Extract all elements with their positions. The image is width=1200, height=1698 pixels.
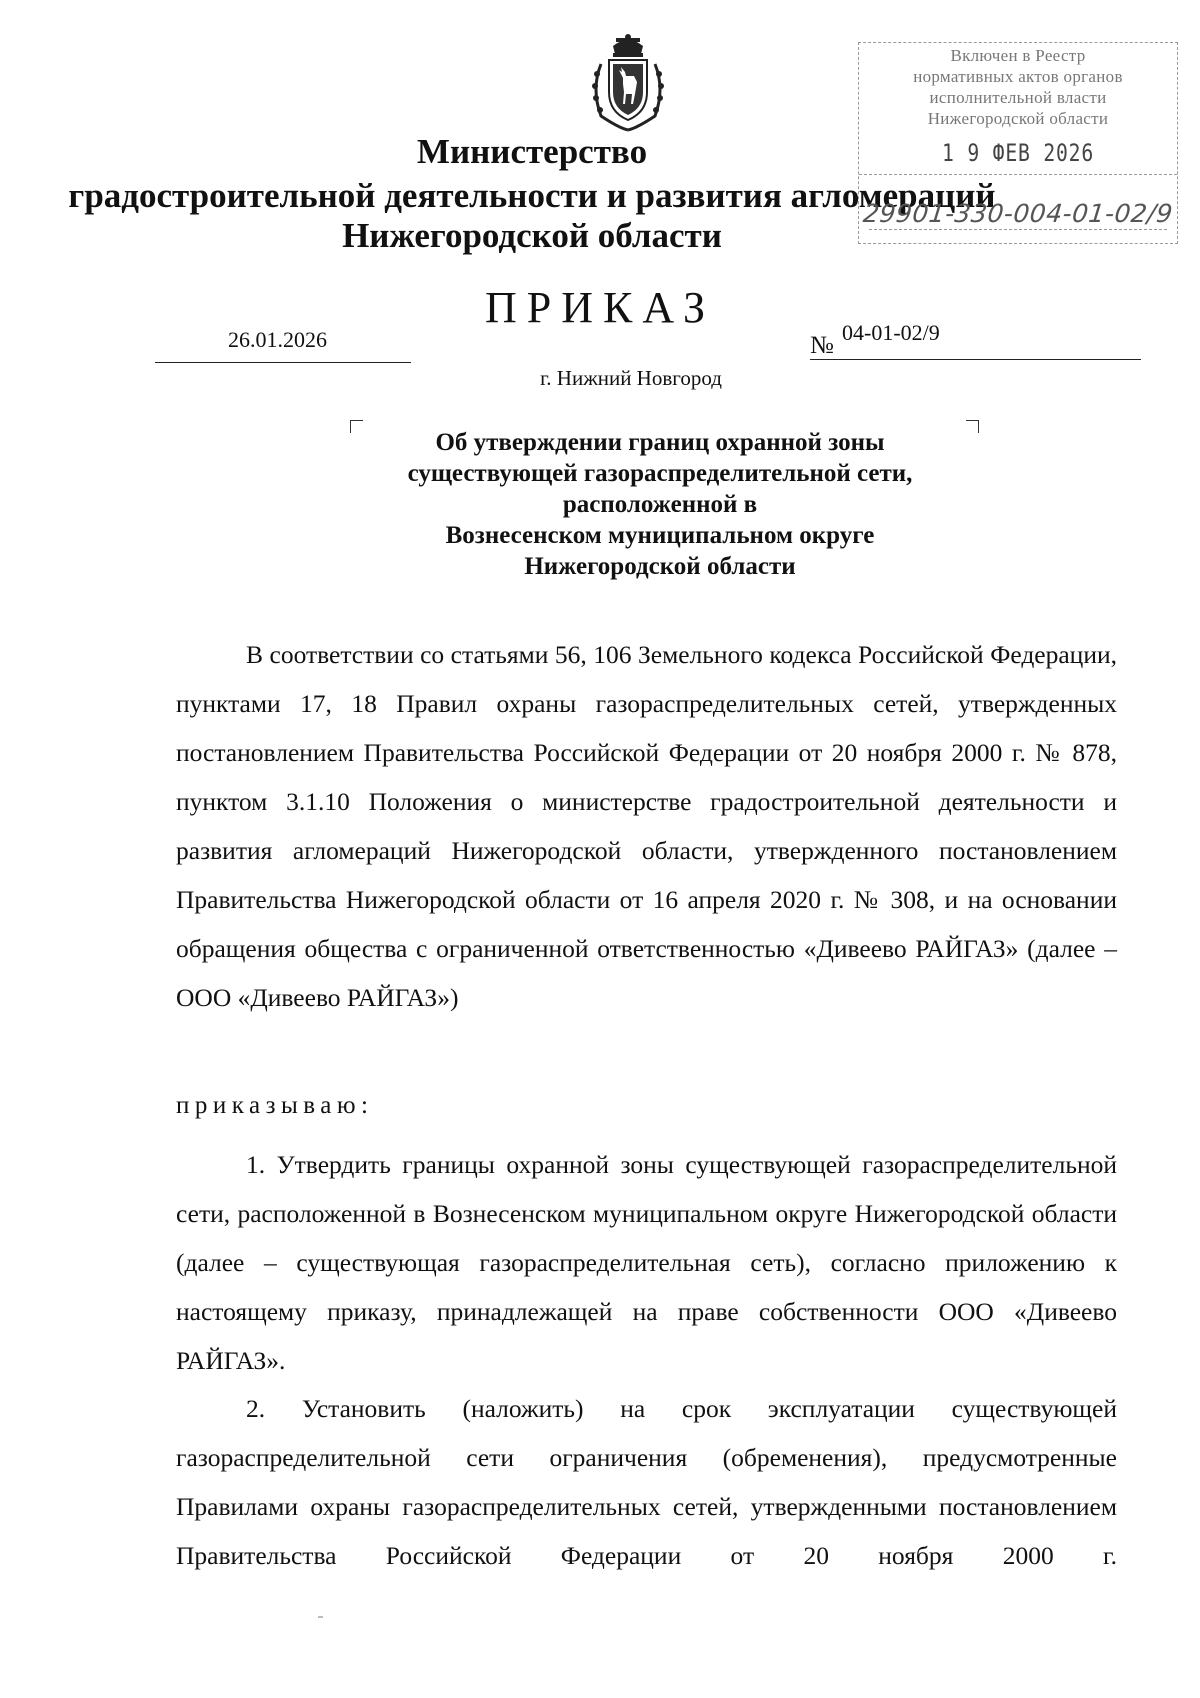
stamp-line-1: Включен в Реестр bbox=[950, 46, 1086, 65]
stamp-date: 1 9 ФЕВ 2026 bbox=[941, 139, 1095, 167]
coat-of-arms-icon bbox=[579, 34, 677, 132]
order-item-2: 2. Установить (наложить) на срок эксплуатации существующей газораспределительной сети ограничения (обременения), предусмотренные Правилами охраны газораспределительных сетей, утвержденными постановлением Правительства Российской Федерации от 20 ноября 2000 г. bbox=[176, 1394, 1117, 1570]
preamble-paragraph: В соответствии со статьями 56, 106 Земельного кодекса Российской Федерации, пунктами 17, 18 Правил охраны газораспределительных сетей, утвержденных постановлением Правительства Российской Федерации от 20 ноября 2000 г. № 878, пунктом 3.1.10 Положения о министерстве градостроительной деятельности и развития агломераций Нижегородской области, утвержденного постановлением Правительства Нижегородской области от 16 апреля 2020 г. № 308, и на основании обращения общества с ограниченной ответственностью «Дивеево РАЙГАЗ» (далее – ООО «Дивеево РАЙГАЗ») bbox=[176, 640, 1117, 1012]
subject-line-3: расположенной в bbox=[562, 491, 758, 518]
orders-word: приказываю: bbox=[176, 1092, 374, 1119]
subject-line-5: Нижегородской области bbox=[524, 553, 796, 580]
ministry-title-line-3: Нижегородской области bbox=[342, 216, 722, 255]
registry-stamp bbox=[858, 42, 1178, 244]
subject-line-4: Вознесенском муниципальном округе bbox=[445, 522, 875, 549]
order-number: 04-01-02/9 bbox=[842, 320, 940, 345]
order-city: г. Нижний Новгород bbox=[540, 366, 722, 390]
order-title: ПРИКАЗ bbox=[484, 283, 716, 332]
subject-line-2: существующей газораспределительной сети, bbox=[407, 460, 913, 487]
stamp-line-3: исполнительной власти bbox=[929, 88, 1107, 107]
subject-line-1: Об утверждении границ охранной зоны bbox=[435, 429, 885, 456]
order-subject bbox=[0, 427, 1200, 582]
ministry-title-line-1: Министерство bbox=[416, 132, 648, 171]
stamp-line-4: Нижегородской области bbox=[927, 109, 1109, 128]
ministry-title-line-2: градостроительной деятельности и развития агломераций bbox=[68, 176, 996, 215]
number-sign: № bbox=[810, 332, 834, 359]
number-underline bbox=[810, 359, 1141, 360]
order-date: 26.01.2026 bbox=[228, 327, 327, 352]
stamp-underline bbox=[869, 229, 1167, 230]
stamp-registry-number: 29901-330-004-01-02/9 bbox=[861, 199, 1175, 228]
date-underline bbox=[155, 362, 411, 363]
order-item-1: 1. Утвердить границы охранной зоны существующей газораспределительной сети, расположенной в Вознесенском муниципальном округе Нижегородской области (далее – существующая газораспределительная сеть), согласно приложению к настоящему приказу, принадлежащей на праве собственности ООО «Дивеево РАЙГАЗ». bbox=[176, 1150, 1117, 1375]
scan-artifact bbox=[318, 1616, 323, 1618]
stamp-divider bbox=[859, 174, 1177, 175]
stamp-line-2: нормативных актов органов bbox=[913, 67, 1123, 86]
